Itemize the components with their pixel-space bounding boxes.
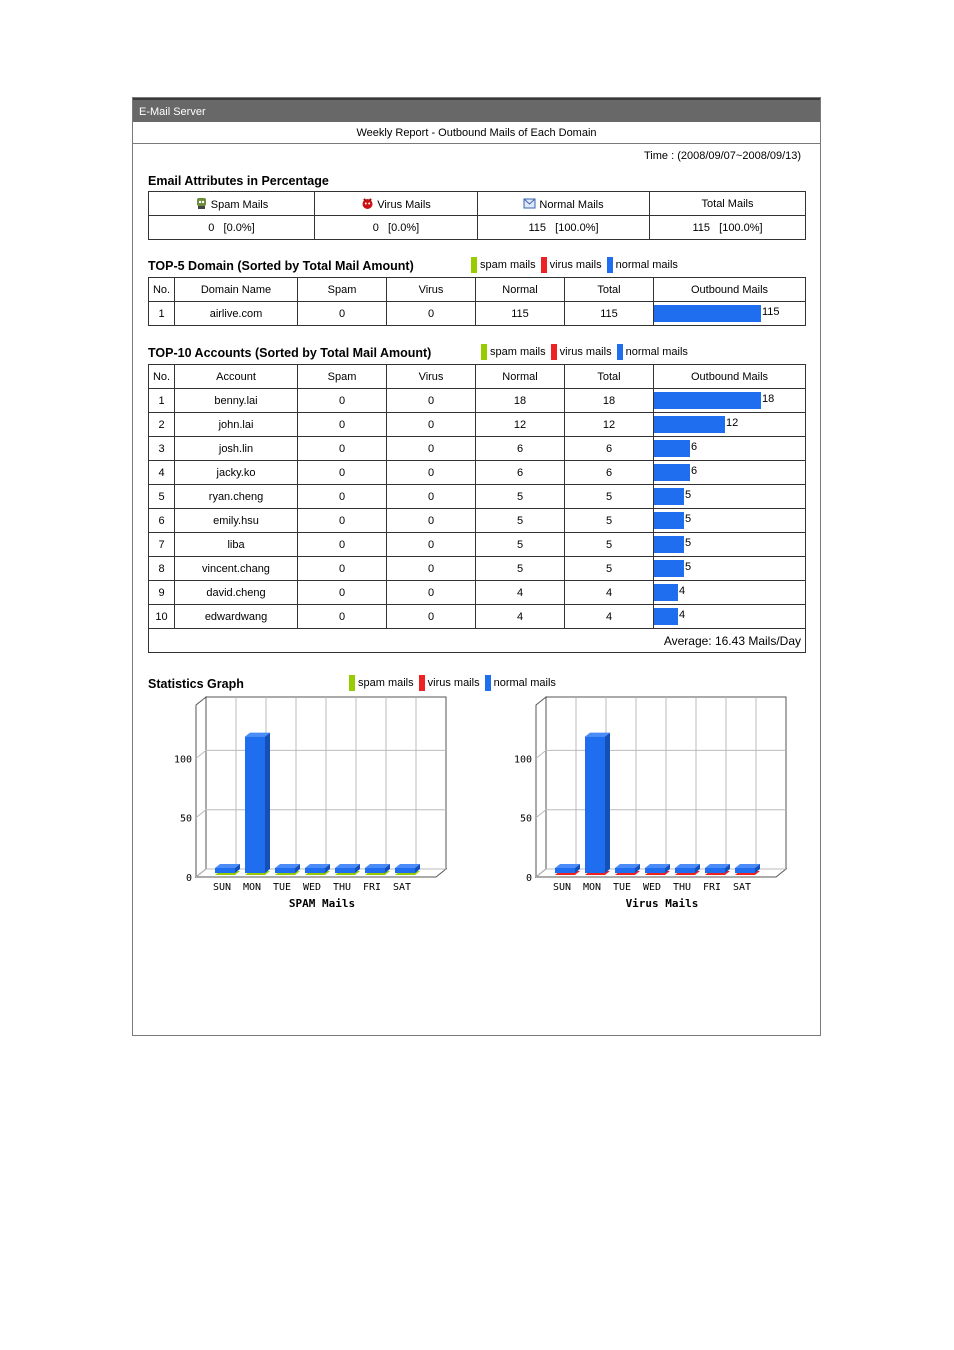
- normal-mails-bar: [365, 868, 385, 873]
- legend-normal-swatch: [485, 675, 491, 691]
- account-cell-total: 5: [565, 533, 654, 557]
- normal-mails-bar: [705, 868, 725, 873]
- outbound-bar: [654, 392, 761, 409]
- account-cell-outbound: [654, 557, 806, 581]
- x-tick-label: SAT: [392, 882, 412, 893]
- attr-value-spam: 0 [0.0%]: [149, 216, 315, 240]
- virus-icon: [361, 197, 374, 210]
- normal-mails-bar: [245, 737, 265, 873]
- spam-mails-chart: [160, 690, 460, 915]
- domain-cell-virus: 0: [387, 302, 476, 326]
- outbound-bar-label: 6: [691, 465, 698, 477]
- col-header: No.: [149, 278, 175, 302]
- account-cell-normal: 5: [476, 557, 565, 581]
- outbound-bar: [654, 560, 684, 577]
- account-cell-normal: 6: [476, 461, 565, 485]
- account-cell-name: jacky.ko: [175, 461, 298, 485]
- account-cell-name: liba: [175, 533, 298, 557]
- attr-header-normal: Normal Mails: [478, 192, 650, 216]
- normal-mails-bar: [305, 868, 325, 873]
- x-tick-label: MON: [242, 882, 262, 893]
- account-cell-spam: 0: [298, 509, 387, 533]
- domain-cell-outbound: [654, 302, 806, 326]
- account-cell-virus: 0: [387, 437, 476, 461]
- spam-icon: [195, 197, 208, 210]
- col-header: Virus: [387, 278, 476, 302]
- domain-cell-total: 115: [565, 302, 654, 326]
- top-accounts-title: TOP-10 Accounts (Sorted by Total Mail Amount): [148, 346, 432, 360]
- x-tick-label: THU: [332, 882, 352, 893]
- account-cell-no: 10: [149, 605, 175, 629]
- attr-header-virus: Virus Mails: [315, 192, 478, 216]
- account-cell-name: edwardwang: [175, 605, 298, 629]
- x-tick-label: WED: [302, 882, 322, 893]
- average-mails-per-day: Average: 16.43 Mails/Day: [149, 629, 806, 653]
- top-accounts-legend: [481, 344, 693, 360]
- account-cell-normal: 5: [476, 485, 565, 509]
- x-tick-label: SUN: [212, 882, 232, 893]
- x-tick-label: SUN: [552, 882, 572, 893]
- account-row: [149, 485, 806, 509]
- legend-spam-label: spam mails: [480, 259, 536, 271]
- y-tick-label: 100: [173, 754, 192, 766]
- legend-normal-swatch: [617, 344, 623, 360]
- chart-title: Virus Mails: [625, 897, 699, 910]
- account-cell-normal: 6: [476, 437, 565, 461]
- account-cell-normal: 18: [476, 389, 565, 413]
- account-cell-total: 6: [565, 461, 654, 485]
- domain-cell-normal: 115: [476, 302, 565, 326]
- normal-mails-bar: [735, 868, 755, 873]
- account-row: [149, 605, 806, 629]
- legend-normal-label: normal mails: [493, 677, 556, 689]
- x-tick-label: MON: [582, 882, 602, 893]
- legend-virus-swatch: [541, 257, 547, 273]
- col-header: Total: [565, 278, 654, 302]
- account-cell-virus: 0: [387, 389, 476, 413]
- virus-mails-chart: [500, 690, 800, 915]
- col-header: Outbound Mails: [654, 365, 806, 389]
- chart-side-wall: [196, 697, 206, 877]
- account-cell-virus: 0: [387, 581, 476, 605]
- top-accounts-table: [148, 364, 806, 653]
- account-cell-outbound: [654, 581, 806, 605]
- account-cell-no: 3: [149, 437, 175, 461]
- normal-mail-icon: [523, 197, 536, 210]
- outbound-bar: [654, 305, 761, 322]
- y-tick-label: 0: [185, 873, 192, 884]
- y-tick-label: 100: [513, 754, 532, 766]
- legend-normal-label: normal mails: [615, 259, 678, 271]
- account-cell-virus: 0: [387, 533, 476, 557]
- x-tick-label: THU: [672, 882, 692, 893]
- statistics-graph-title: Statistics Graph: [148, 677, 244, 691]
- x-tick-label: SAT: [732, 882, 752, 893]
- account-cell-name: john.lai: [175, 413, 298, 437]
- col-header: No.: [149, 365, 175, 389]
- account-cell-normal: 5: [476, 533, 565, 557]
- account-cell-name: ryan.cheng: [175, 485, 298, 509]
- col-header: Spam: [298, 365, 387, 389]
- outbound-bar-label: 115: [762, 306, 780, 318]
- account-row: [149, 461, 806, 485]
- x-tick-label: WED: [642, 882, 662, 893]
- account-cell-virus: 0: [387, 557, 476, 581]
- outbound-bar-label: 5: [685, 489, 692, 501]
- account-cell-virus: 0: [387, 605, 476, 629]
- account-cell-outbound: [654, 389, 806, 413]
- account-cell-normal: 4: [476, 581, 565, 605]
- x-tick-label: TUE: [612, 882, 632, 893]
- account-cell-outbound: [654, 413, 806, 437]
- normal-mails-bar: [215, 868, 235, 873]
- normal-mails-bar: [335, 868, 355, 873]
- account-cell-virus: 0: [387, 485, 476, 509]
- account-cell-name: david.cheng: [175, 581, 298, 605]
- outbound-bar: [654, 608, 678, 625]
- account-cell-total: 18: [565, 389, 654, 413]
- graph-legend: [349, 675, 561, 691]
- account-cell-spam: 0: [298, 461, 387, 485]
- window-title: E-Mail Server: [133, 98, 820, 122]
- col-header: Virus: [387, 365, 476, 389]
- outbound-bar: [654, 536, 684, 553]
- account-cell-outbound: [654, 605, 806, 629]
- account-cell-spam: 0: [298, 533, 387, 557]
- account-cell-no: 5: [149, 485, 175, 509]
- account-cell-spam: 0: [298, 413, 387, 437]
- account-cell-normal: 4: [476, 605, 565, 629]
- normal-mails-bar: [585, 737, 605, 873]
- account-cell-name: josh.lin: [175, 437, 298, 461]
- normal-mails-bar: [645, 868, 665, 873]
- domain-cell-no: 1: [149, 302, 175, 326]
- account-cell-no: 6: [149, 509, 175, 533]
- col-header: Total: [565, 365, 654, 389]
- top-domains-title: TOP-5 Domain (Sorted by Total Mail Amount): [148, 259, 414, 273]
- account-row: [149, 533, 806, 557]
- col-header: Normal: [476, 278, 565, 302]
- domain-cell-spam: 0: [298, 302, 387, 326]
- col-header: Account: [175, 365, 298, 389]
- attr-value-virus: 0 [0.0%]: [315, 216, 478, 240]
- legend-virus-swatch: [551, 344, 557, 360]
- normal-mails-bar-side: [605, 733, 610, 873]
- attr-value-total: 115 [100.0%]: [650, 216, 806, 240]
- legend-spam-label: spam mails: [490, 346, 546, 358]
- account-cell-virus: 0: [387, 509, 476, 533]
- domain-cell-name: airlive.com: [175, 302, 298, 326]
- account-row: [149, 581, 806, 605]
- x-tick-label: TUE: [272, 882, 292, 893]
- attributes-title: Email Attributes in Percentage: [148, 174, 329, 188]
- legend-spam-swatch: [349, 675, 355, 691]
- account-cell-name: vincent.chang: [175, 557, 298, 581]
- legend-normal-label: normal mails: [625, 346, 688, 358]
- account-row: [149, 413, 806, 437]
- account-cell-outbound: [654, 509, 806, 533]
- average-row: [149, 629, 806, 653]
- legend-spam-swatch: [471, 257, 477, 273]
- account-cell-name: emily.hsu: [175, 509, 298, 533]
- outbound-bar-label: 4: [679, 609, 686, 621]
- time-range: Time : (2008/09/07~2008/09/13): [644, 150, 802, 162]
- outbound-bar: [654, 512, 684, 529]
- outbound-bar-label: 12: [726, 417, 739, 429]
- account-cell-total: 5: [565, 485, 654, 509]
- y-tick-label: 50: [179, 813, 192, 825]
- legend-spam-label: spam mails: [358, 677, 414, 689]
- account-cell-normal: 5: [476, 509, 565, 533]
- account-cell-no: 8: [149, 557, 175, 581]
- account-cell-outbound: [654, 461, 806, 485]
- x-tick-label: FRI: [362, 882, 382, 893]
- attr-value-normal: 115 [100.0%]: [478, 216, 650, 240]
- account-cell-total: 4: [565, 605, 654, 629]
- account-cell-spam: 0: [298, 581, 387, 605]
- account-cell-spam: 0: [298, 557, 387, 581]
- attr-header-total: Total Mails: [650, 192, 806, 216]
- account-cell-no: 1: [149, 389, 175, 413]
- account-cell-spam: 0: [298, 389, 387, 413]
- account-cell-no: 4: [149, 461, 175, 485]
- domain-row: [149, 302, 806, 326]
- outbound-bar-label: 4: [679, 585, 686, 597]
- account-cell-no: 9: [149, 581, 175, 605]
- outbound-bar: [654, 464, 690, 481]
- account-cell-total: 5: [565, 557, 654, 581]
- col-header: Spam: [298, 278, 387, 302]
- account-row: [149, 437, 806, 461]
- outbound-bar-label: 5: [685, 513, 692, 525]
- account-cell-total: 4: [565, 581, 654, 605]
- col-header: Outbound Mails: [654, 278, 806, 302]
- outbound-bar: [654, 416, 725, 433]
- account-row: [149, 509, 806, 533]
- top-domains-table: [148, 277, 806, 326]
- normal-mails-bar: [275, 868, 295, 873]
- outbound-bar-label: 5: [685, 537, 692, 549]
- legend-normal-swatch: [607, 257, 613, 273]
- outbound-bar: [654, 584, 678, 601]
- top-domains-legend: [471, 257, 683, 273]
- account-cell-name: benny.lai: [175, 389, 298, 413]
- account-cell-total: 5: [565, 509, 654, 533]
- account-cell-spam: 0: [298, 605, 387, 629]
- normal-mails-bar: [615, 868, 635, 873]
- outbound-bar-label: 18: [762, 393, 775, 405]
- account-cell-no: 7: [149, 533, 175, 557]
- attr-header-spam: Spam Mails: [149, 192, 315, 216]
- outbound-bar: [654, 440, 690, 457]
- normal-mails-bar: [675, 868, 695, 873]
- col-header: Domain Name: [175, 278, 298, 302]
- legend-spam-swatch: [481, 344, 487, 360]
- y-tick-label: 0: [525, 873, 532, 884]
- legend-virus-label: virus mails: [549, 259, 602, 271]
- account-row: [149, 389, 806, 413]
- account-cell-outbound: [654, 485, 806, 509]
- account-cell-spam: 0: [298, 437, 387, 461]
- normal-mails-bar: [555, 868, 575, 873]
- attributes-table: [148, 191, 806, 240]
- outbound-bar-label: 5: [685, 561, 692, 573]
- account-cell-outbound: [654, 437, 806, 461]
- outbound-bar-label: 6: [691, 441, 698, 453]
- report-title: Weekly Report - Outbound Mails of Each Domain: [133, 122, 820, 144]
- account-cell-outbound: [654, 533, 806, 557]
- account-cell-no: 2: [149, 413, 175, 437]
- legend-virus-label: virus mails: [559, 346, 612, 358]
- account-cell-normal: 12: [476, 413, 565, 437]
- chart-title: SPAM Mails: [288, 897, 356, 910]
- account-cell-total: 6: [565, 437, 654, 461]
- chart-side-wall: [536, 697, 546, 877]
- normal-mails-bar: [395, 868, 415, 873]
- account-row: [149, 557, 806, 581]
- col-header: Normal: [476, 365, 565, 389]
- account-cell-total: 12: [565, 413, 654, 437]
- account-cell-virus: 0: [387, 461, 476, 485]
- y-tick-label: 50: [519, 813, 532, 825]
- account-cell-spam: 0: [298, 485, 387, 509]
- x-tick-label: FRI: [702, 882, 722, 893]
- normal-mails-bar-side: [265, 733, 270, 873]
- outbound-bar: [654, 488, 684, 505]
- legend-virus-label: virus mails: [427, 677, 480, 689]
- account-cell-virus: 0: [387, 413, 476, 437]
- legend-virus-swatch: [419, 675, 425, 691]
